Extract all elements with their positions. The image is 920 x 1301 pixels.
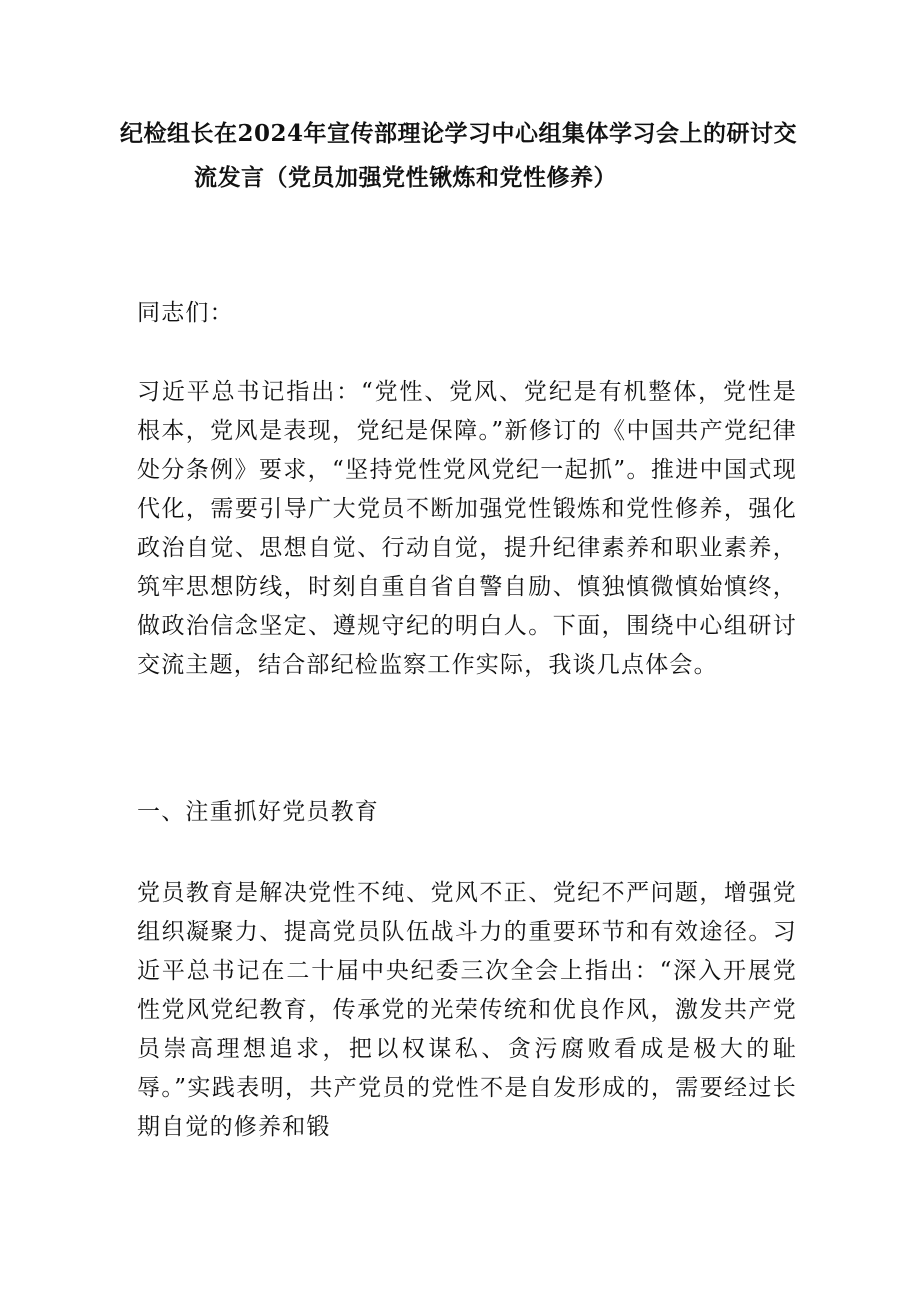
- paragraph-intro: 习近平总书记指出：“党性、党风、党纪是有机整体，党性是根本，党风是表现，党纪是保障。”新修订的《中国共产党纪律处分条例》要求，“坚持党性党风党纪一起抓”。推进中国式现代化，需要引导广大党员不断加强党性锻炼和党性修养，强化政治自觉、思想自觉、行动自觉，提升纪律素养和职业素养，筑牢思想防线，时刻自重自省自警自励、慎独慎微慎始慎终，做政治信念坚定、遵规守纪的明白人。下面，围绕中心组研讨交流主题，结合部纪检监察工作实际，我谈几点体会。: [137, 379, 797, 678]
- title-line-1: 纪检组长在2024年宣传部理论学习中心组集体学习会上的研讨交: [120, 120, 798, 147]
- title-line-2: 流发言（党员加强党性锹炼和党性修养）: [194, 164, 617, 191]
- document-title: [120, 112, 810, 200]
- greeting: 同志们：: [137, 300, 234, 326]
- section-heading-1: 一、注重抓好党员教育: [137, 799, 379, 825]
- paragraph-party-education: 党员教育是解决党性不纯、党风不正、党纪不严问题，增强党组织凝聚力、提高党员队伍战斗力的重要环节和有效途径。习近平总书记在二十届中央纪委三次全会上指出：“深入开展党性党风党纪教育，传承党的光荣传统和优良作风，激发共产党员崇高理想追求，把以权谋私、贪污腐败看成是极大的耻辱。”实践表明，共产党员的党性不是自发形成的，需要经过长期自觉的修养和锻: [137, 880, 797, 1140]
